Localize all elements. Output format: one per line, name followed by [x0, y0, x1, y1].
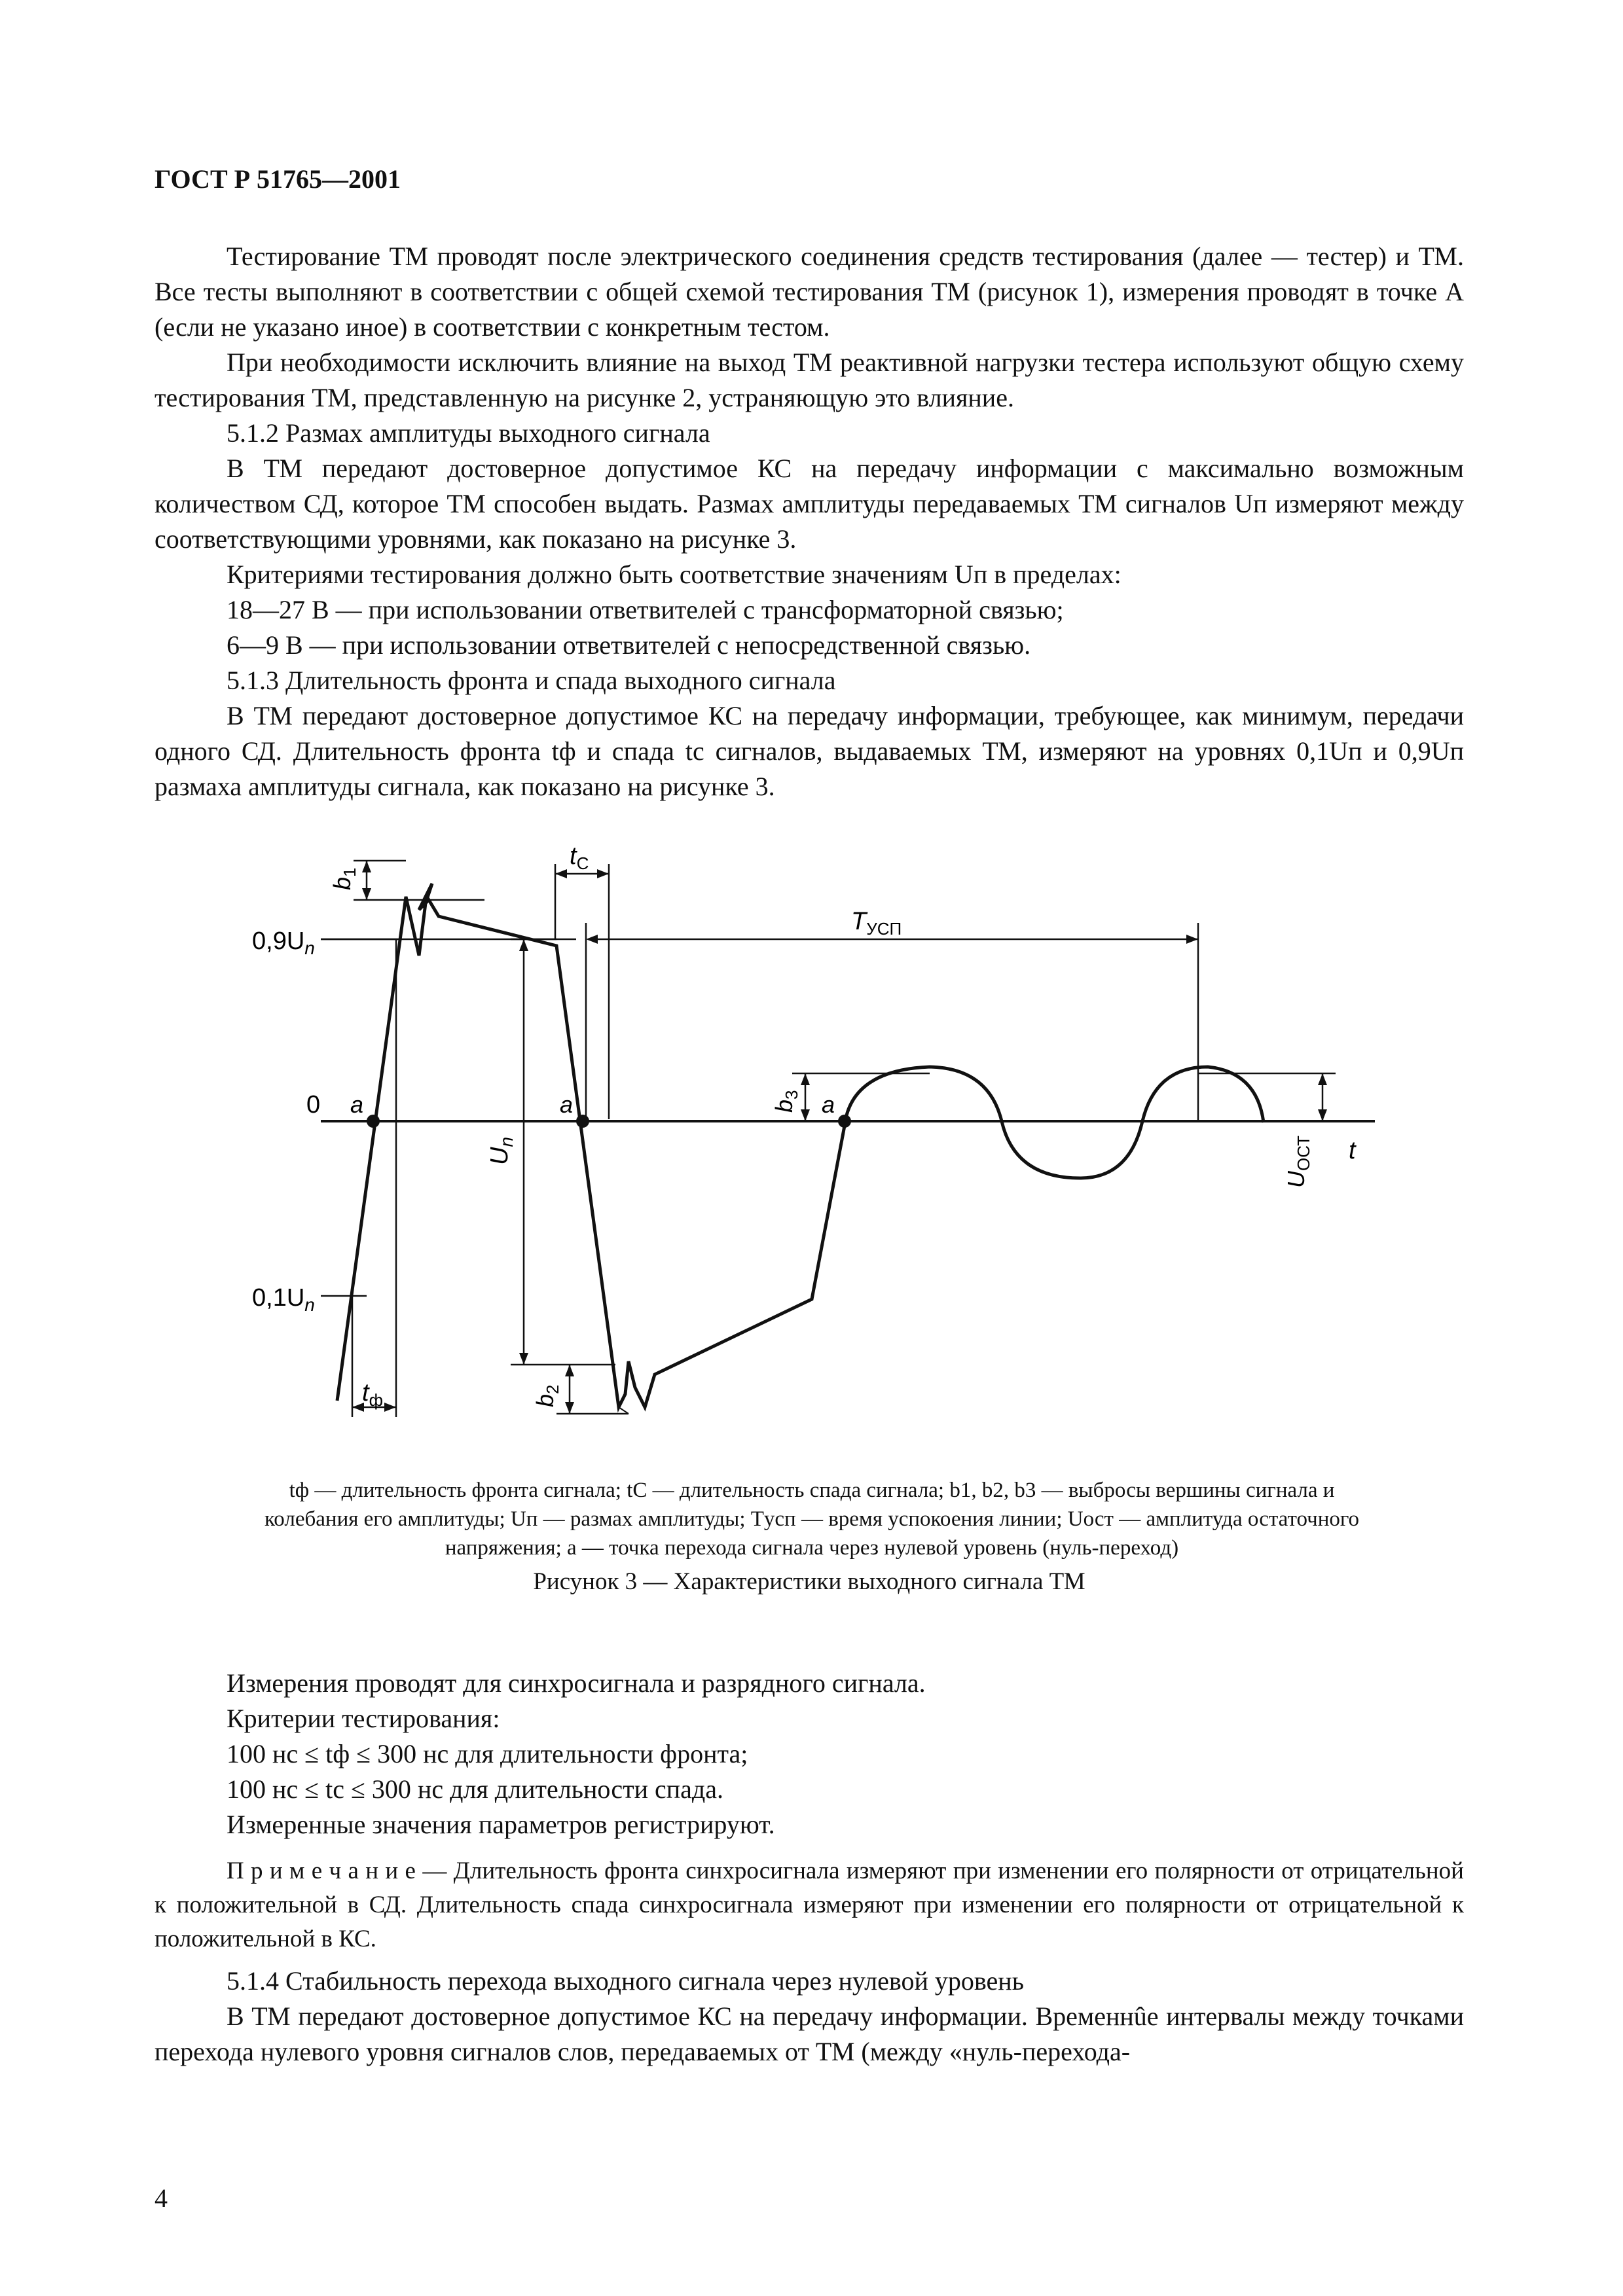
zero-level-label: 0 — [306, 1091, 321, 1119]
paragraph-fall-criterion: 100 нс ≤ tс ≤ 300 нс для длительности спада. — [227, 1774, 724, 1804]
level-01un-label: $0,1U_n$ — [252, 1284, 315, 1315]
crossing-point-label-2: a — [560, 1091, 574, 1118]
paragraph-register: Измеренные значения параметров регистрируют. — [227, 1810, 775, 1839]
section-heading-5-1-3: 5.1.3 Длительность фронта и спада выходного сигнала — [227, 666, 836, 695]
paragraph-amplitude-range: В ТМ передают достоверное допустимое КС на передачу информации с максимально возможным количеством СД, которое ТМ способен выдать. Размах амплитуды передаваемых ТМ сигналов Uп измеряют между соответствующими уровнями, как показано на рисунке 3. — [155, 454, 1464, 554]
paragraph-criteria-amplitude: Критериями тестирования должно быть соответствие значениям Uп в пределах: — [227, 560, 1122, 589]
overshoot-b1-label: $b_1$ — [329, 867, 359, 890]
section-heading-5-1-4: 5.1.4 Стабильность перехода выходного сигнала через нулевой уровень — [227, 1966, 1024, 1996]
signal-characteristics-figure — [0, 825, 1623, 1466]
paragraph-rise-criterion: 100 нс ≤ tф ≤ 300 нс для длительности фронта; — [227, 1739, 748, 1768]
paragraph-zero-crossing: В ТМ передают достоверное допустимое КС на передачу информации. Временнûе интервалы между точками перехода нулевого уровня сигналов слов, передаваемых от ТМ (между «нуль-перехода- — [155, 2001, 1464, 2066]
settling-time-label: $T_{УСП}$ — [851, 908, 902, 939]
figure-caption-legend: tф — длительность фронта сигнала; tС — длительность спада сигнала; b1, b2, b3 — выбросы вершины сигнала и колебания его амплитуды; Uп — размах амплитуды; Tусп — время успокоения линии; Uост — амплитуда остаточного напряжения; a — точка перехода сигнала через нулевой уровень (нуль-переход) — [264, 1479, 1360, 1560]
rise-time-label: $t_ф$ — [362, 1379, 383, 1410]
paragraph-transformer-coupling: 18—27 В — при использовании ответвителей с трансформаторной связью; — [227, 595, 1064, 624]
overshoot-b2-label: $b_2$ — [532, 1384, 562, 1407]
fall-time-label: $t_C$ — [570, 842, 589, 873]
page-number: 4 — [155, 2183, 168, 2213]
crossing-point-label-3: a — [822, 1091, 835, 1118]
time-axis-label: t — [1349, 1137, 1356, 1164]
document-header: ГОСТ Р 51765—2001 — [155, 164, 401, 194]
amplitude-range-label: $U_n$ — [486, 1136, 517, 1165]
level-09un-label: $0,9U_n$ — [252, 927, 315, 958]
overshoot-b3-label: $b_3$ — [771, 1090, 801, 1113]
paragraph-reactive-load: При необходимости исключить влияние на выход ТМ реактивной нагрузки тестера используют общую схему тестирования ТМ, представленную на рисунке 2, устраняющую это влияние. — [155, 348, 1464, 412]
section-heading-5-1-2: 5.1.2 Размах амплитуды выходного сигнала — [227, 418, 710, 448]
paragraph-criteria: Критерии тестирования: — [227, 1704, 500, 1733]
paragraph-testing-intro: Тестирование ТМ проводят после электрического соединения средств тестирования (далее — тестер) и ТМ. Все тесты выполняют в соответствии с общей схемой тестирования ТМ (рисунок 1), измерения проводят в точке A (если не указано иное) в соответствии с конкретным тестом. — [155, 242, 1464, 342]
figure-title: Рисунок 3 — Характеристики выходного сигнала ТМ — [533, 1568, 1085, 1595]
paragraph-measurements: Измерения проводят для синхросигнала и разрядного сигнала. — [227, 1668, 926, 1698]
note-sync-signal: П р и м е ч а н и е — Длительность фронта синхросигнала измеряют при изменении его полярности от отрицательной к положительной в СД. Длительность спада синхросигнала измеряют при изменении его полярности от отрицательной к положительной в КС. — [155, 1857, 1464, 1952]
paragraph-rise-fall-time: В ТМ передают достоверное допустимое КС на передачу информации, требующее, как минимум, передачи одного СД. Длительность фронта tф и спада tс сигналов, выдаваемых ТМ, измеряют на уровнях 0,1Uп и 0,9Uп размаха амплитуды сигнала, как показано на рисунке 3. — [155, 701, 1464, 801]
crossing-point-label-1: a — [350, 1091, 364, 1118]
residual-voltage-label: $U_{ОСТ}$ — [1283, 1135, 1313, 1188]
paragraph-direct-coupling: 6—9 В — при использовании ответвителей с непосредственной связью. — [227, 630, 1031, 660]
